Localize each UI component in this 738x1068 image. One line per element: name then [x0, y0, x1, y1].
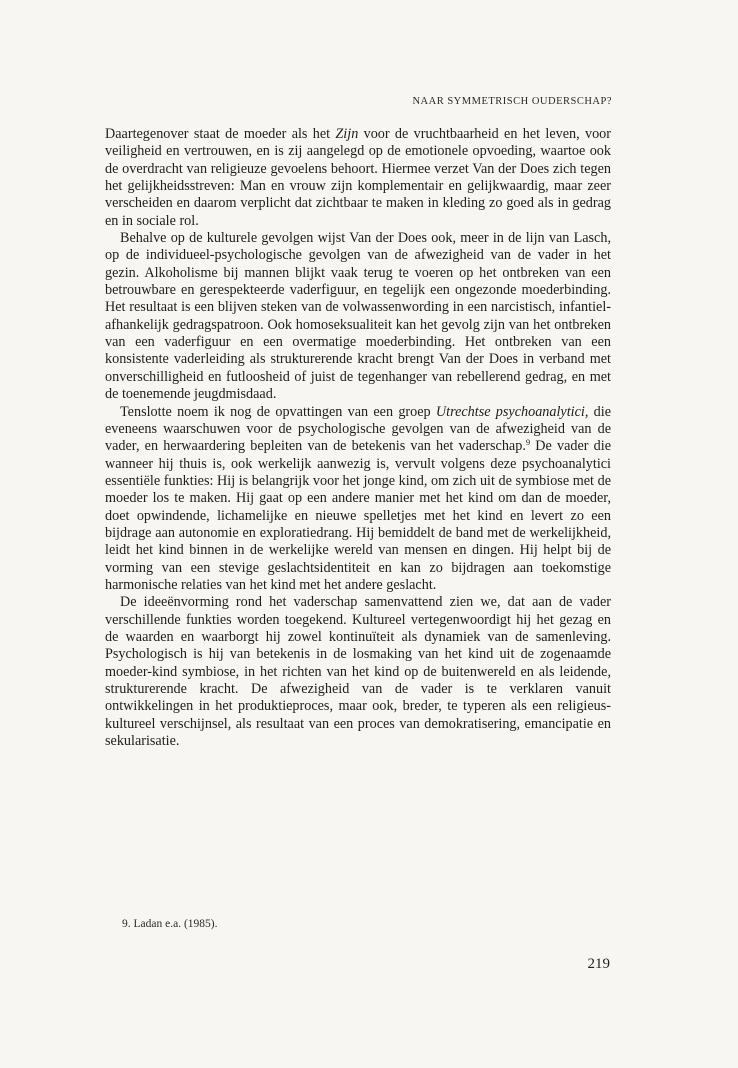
footnote: 9. Ladan e.a. (1985).: [122, 918, 218, 930]
paragraph-3: [105, 404, 611, 595]
running-head: NAAR SYMMETRISCH OUDERSCHAP?: [412, 96, 612, 107]
paragraph-3-text-c: De vader die wanneer hij thuis is, ook werkelijk aanwezig is, vervult volgens deze psychoanalytici essentiële funkties: Hij is belangrijk voor het jonge kind, om zich uit de symbiose met de moeder los te maken. Hij gaat op een andere manier met het kind om dan de moeder, doet opwindende, lichamelijke en nieuwe spelletjes met het kind en levert zo een bijdrage aan autonomie en exploratiedrang. Hij bemiddelt de band met de werkelijkheid, leidt het kind binnen in de werkelijke wereld van mensen en dingen. Hij helpt bij de vorming van een stevige geslachtsidentiteit en kan zo bijdragen aan toekomstige harmonische relaties van het kind met het andere geslacht.: [105, 438, 611, 593]
paragraph-4: De ideeënvorming rond het vaderschap samenvattend zien we, dat aan de vader verschillende funkties worden toegekend. Kultureel vertegenwoordigt hij het gezag en de waarden en waarborgt hij zowel kontinuïteit als dynamiek van de samenleving. Psychologisch is hij van betekenis in de losmaking van het kind uit de zogenaamde moeder-kind symbiose, in het richten van het kind op de buitenwereld en als leidende, strukturerende kracht. De afwezigheid van de vader is te verklaren vanuit ontwikkelingen in het produktieproces, maar ook, breder, te typeren als een religieus-kultureel verschijnsel, als resultaat van een proces van demokratisering, emancipatie en sekularisatie.: [105, 594, 611, 750]
body-text: [105, 126, 611, 750]
paragraph-1-emphasis: Zijn: [335, 126, 359, 142]
page-number: 219: [587, 956, 610, 972]
paragraph-3-text-b: die eveneens waarschuwen voor de psychologische gevolgen van de afwezigheid van de vader, en herwaardering bepleiten van de betekenis van het vaderschap.: [105, 403, 611, 455]
paragraph-1: [105, 126, 611, 230]
paragraph-1-text-a: Daartegenover staat de moeder als het: [105, 126, 336, 142]
paragraph-3-text-a: Tenslotte noem ik nog de opvattingen van een groep: [120, 403, 436, 420]
paragraph-3-emphasis: Utrechtse psychoanalytici,: [435, 403, 589, 420]
paragraph-2: Behalve op de kulturele gevolgen wijst Van der Does ook, meer in de lijn van Lasch, op de individueel-psychologische gevolgen van de afwezigheid van de vader in het gezin. Alkoholisme bij mannen blijkt vaak terug te voeren op het ontbreken van een betrouwbare en gerespekteerde vaderfiguur, en tegelijk een ongezonde moederbinding. Het resultaat is een blijven steken van de volwassenwording in een narcistisch, infantiel-afhankelijk gedragspatroon. Ook homoseksualiteit kan het gevolg zijn van het ontbreken van een vaderfiguur en een overmatige moederbinding. Het ontbreken van een konsistente vaderleiding als strukturerende kracht brengt Van der Does in verband met onverschilligheid en futloosheid of juist de tegenhanger van rebellerend gedrag, en met de toenemende jeugdmisdaad.: [105, 230, 611, 403]
paragraph-1-text-b: voor de vruchtbaarheid en het leven, voor veiligheid en vertrouwen, en is zij aangelegd op de emotionele opvoeding, waartoe ook de overdracht van religieuze gevoelens behoort. Hiermee verzet Van der Does zich tegen het gelijkheidsstreven: Man en vrouw zijn komplementair en gelijkwaardig, maar zeer verscheiden en daarom verplicht dat zichtbaar te maken in kleding zo goed als in gedrag en in sociale rol.: [105, 126, 611, 229]
footnote-reference: 9: [525, 437, 531, 448]
